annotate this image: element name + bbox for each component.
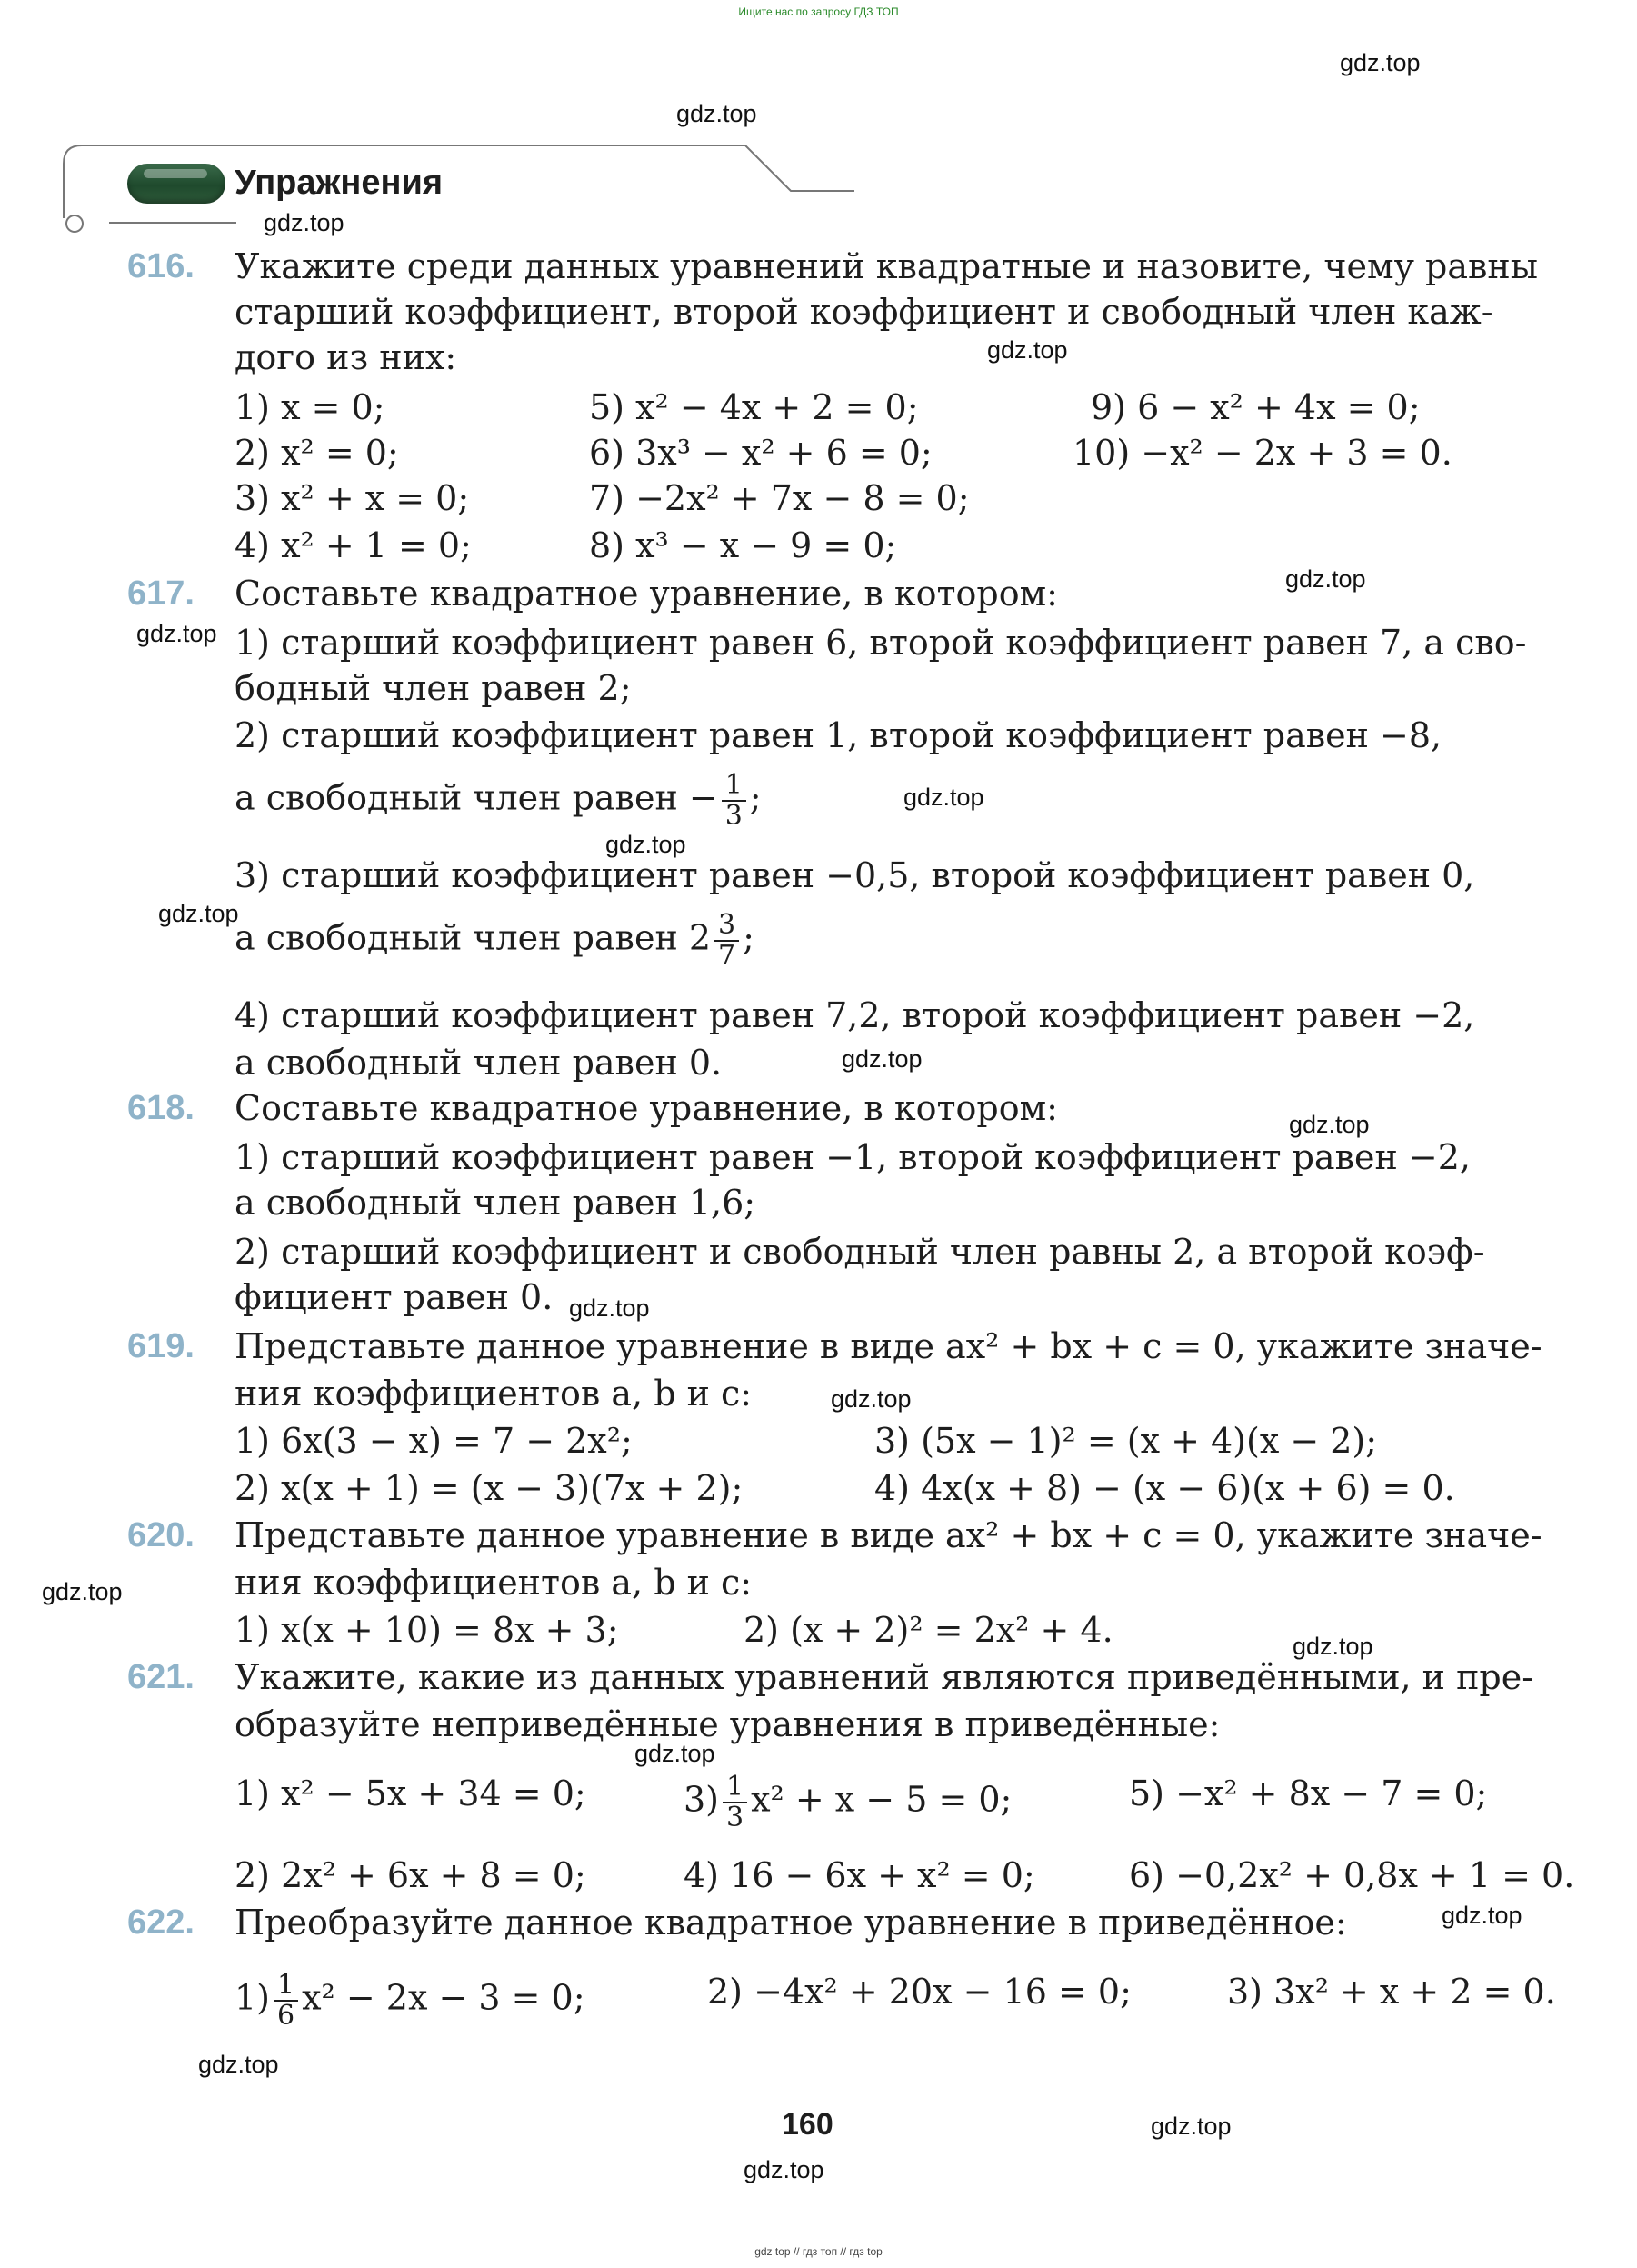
punctuation: ;: [743, 917, 754, 958]
exercise-621-text: образуйте неприведённые уравнения в приведённые:: [235, 1704, 1221, 1744]
exercise-618-text: Составьте квадратное уравнение, в котором:: [235, 1088, 1058, 1128]
equation-item: 3) x² + x = 0;: [235, 478, 470, 518]
equation-item: 2) −4x² + 20x − 16 = 0;: [707, 1972, 1132, 2012]
footer-links[interactable]: gdz top // гдз топ // гдз top: [754, 2245, 883, 2258]
watermark: gdz.top: [1289, 1111, 1370, 1138]
watermark: gdz.top: [136, 620, 217, 647]
exercise-617-text: бодный член равен 2;: [235, 668, 632, 708]
equation-item: 1) 6x(3 − x) = 7 − 2x²;: [235, 1421, 633, 1461]
exercise-620-text: ния коэффициентов a, b и c:: [235, 1563, 753, 1603]
exercise-number-619: 619.: [127, 1327, 195, 1365]
equation-item: [684, 1773, 1012, 1833]
section-title: Упражнения: [235, 164, 444, 202]
fraction: [722, 771, 746, 831]
exercise-616-text: Укажите среди данных уравнений квадратные и назовите, чему равны: [235, 246, 1538, 286]
watermark: gdz.top: [842, 1045, 923, 1073]
watermark: gdz.top: [158, 900, 239, 927]
watermark: gdz.top: [42, 1578, 123, 1605]
fraction-denominator: 3: [724, 800, 743, 832]
equation-text: x² − 2x − 3 = 0;: [302, 1977, 585, 2018]
item-label: 3): [684, 1779, 720, 1820]
item-label: 1): [235, 1977, 271, 2018]
exercise-617-text: а свободный член равен 2: [235, 917, 712, 958]
exercise-621-text: Укажите, какие из данных уравнений являются приведёнными, и пре-: [235, 1657, 1534, 1697]
watermark: gdz.top: [1285, 565, 1366, 593]
exercise-619-text: Представьте данное уравнение в виде ax² + bx + c = 0, укажите значе-: [235, 1326, 1542, 1366]
equation-item: 2) 2x² + 6x + 8 = 0;: [235, 1855, 586, 1895]
section-marker-icon: [127, 164, 225, 204]
equation-item: 6) −0,2x² + 0,8x + 1 = 0.: [1129, 1855, 1575, 1895]
watermark: gdz.top: [1293, 1633, 1373, 1660]
fraction-numerator: 1: [722, 771, 746, 802]
exercise-617-text: 4) старший коэффициент равен 7,2, второй коэффициент равен −2,: [235, 995, 1475, 1035]
watermark: gdz.top: [744, 2156, 824, 2183]
equation-text: x² + x − 5 = 0;: [751, 1779, 1013, 1820]
exercise-620-text: Представьте данное уравнение в виде ax² + bx + c = 0, укажите значе-: [235, 1515, 1542, 1555]
page-number: 160: [782, 2107, 833, 2142]
exercise-618-text: а свободный член равен 1,6;: [235, 1183, 756, 1223]
exercise-617-text: [235, 911, 754, 971]
exercise-616-text: старший коэффициент, второй коэффициент и свободный член каж-: [235, 292, 1493, 332]
fraction-numerator: 3: [714, 911, 739, 942]
search-hint-link[interactable]: Ищите нас по запросу ГДЗ ТОП: [738, 5, 899, 18]
exercise-618-text: фициент равен 0.: [235, 1277, 554, 1317]
watermark: gdz.top: [831, 1385, 912, 1413]
watermark: gdz.top: [1151, 2113, 1232, 2140]
exercise-number-617: 617.: [127, 574, 195, 613]
watermark: gdz.top: [605, 831, 686, 858]
watermark: gdz.top: [264, 209, 344, 236]
equation-item: [235, 1971, 585, 2031]
equation-item: 8) x³ − x − 9 = 0;: [589, 525, 897, 565]
exercise-number-621: 621.: [127, 1658, 195, 1696]
exercise-617-text: а свободный член равен 0.: [235, 1043, 723, 1083]
equation-item: 4) x² + 1 = 0;: [235, 525, 472, 565]
fraction: [723, 1773, 747, 1833]
equation-item: 3) 3x² + x + 2 = 0.: [1227, 1972, 1556, 2012]
watermark: gdz.top: [1340, 49, 1421, 76]
exercise-617-text: 3) старший коэффициент равен −0,5, второй коэффициент равен 0,: [235, 855, 1475, 895]
exercise-622-text: Преобразуйте данное квадратное уравнение в приведённое:: [235, 1903, 1347, 1943]
watermark: gdz.top: [676, 100, 757, 127]
exercise-617-text: а свободный член равен −: [235, 777, 718, 818]
equation-item: 5) x² − 4x + 2 = 0;: [589, 387, 919, 427]
exercise-617-text: 1) старший коэффициент равен 6, второй коэффициент равен 7, а сво-: [235, 623, 1527, 663]
equation-item: 1) x(x + 10) = 8x + 3;: [235, 1610, 619, 1650]
exercise-617-text: [235, 771, 762, 831]
fraction-numerator: 1: [274, 1971, 298, 2002]
exercise-619-text: ния коэффициентов a, b и c:: [235, 1374, 753, 1414]
watermark: gdz.top: [1442, 1902, 1522, 1929]
fraction: [274, 1971, 298, 2031]
fraction: [714, 911, 739, 971]
watermark: gdz.top: [198, 2051, 279, 2078]
equation-item: 2) (x + 2)² = 2x² + 4.: [744, 1610, 1113, 1650]
punctuation: ;: [749, 777, 762, 818]
watermark: gdz.top: [634, 1740, 715, 1767]
fraction-denominator: 3: [726, 1802, 744, 1833]
exercise-618-text: 1) старший коэффициент равен −1, второй коэффициент равен −2,: [235, 1137, 1471, 1177]
exercise-617-text: 2) старший коэффициент равен 1, второй коэффициент равен −8,: [235, 715, 1442, 755]
fraction-denominator: 6: [277, 2000, 295, 2032]
exercise-616-text: дого из них:: [235, 337, 457, 377]
equation-item: 4) 4x(x + 8) − (x − 6)(x + 6) = 0.: [874, 1468, 1455, 1508]
exercise-number-616: 616.: [127, 247, 195, 285]
watermark: gdz.top: [569, 1294, 650, 1322]
equation-item: 2) x² = 0;: [235, 433, 399, 473]
equation-item: 7) −2x² + 7x − 8 = 0;: [589, 478, 970, 518]
fraction-numerator: 1: [723, 1773, 747, 1803]
exercise-618-text: 2) старший коэффициент и свободный член равны 2, а второй коэф-: [235, 1232, 1485, 1272]
exercise-617-text: Составьте квадратное уравнение, в котором:: [235, 574, 1058, 614]
equation-item: 9) 6 − x² + 4x = 0;: [1091, 387, 1421, 427]
watermark: gdz.top: [987, 336, 1068, 364]
equation-item: 1) x = 0;: [235, 387, 385, 427]
equation-item: 2) x(x + 1) = (x − 3)(7x + 2);: [235, 1468, 744, 1508]
equation-item: 3) (5x − 1)² = (x + 4)(x − 2);: [874, 1421, 1378, 1461]
equation-item: 10) −x² − 2x + 3 = 0.: [1073, 433, 1452, 473]
watermark: gdz.top: [903, 784, 984, 811]
equation-item: 4) 16 − 6x + x² = 0;: [684, 1855, 1035, 1895]
equation-item: 1) x² − 5x + 34 = 0;: [235, 1773, 586, 1813]
fraction-denominator: 7: [718, 940, 736, 972]
equation-item: 6) 3x³ − x² + 6 = 0;: [589, 433, 933, 473]
exercise-number-618: 618.: [127, 1089, 195, 1127]
exercise-number-622: 622.: [127, 1903, 195, 1942]
exercise-number-620: 620.: [127, 1516, 195, 1554]
equation-item: 5) −x² + 8x − 7 = 0;: [1129, 1773, 1488, 1813]
